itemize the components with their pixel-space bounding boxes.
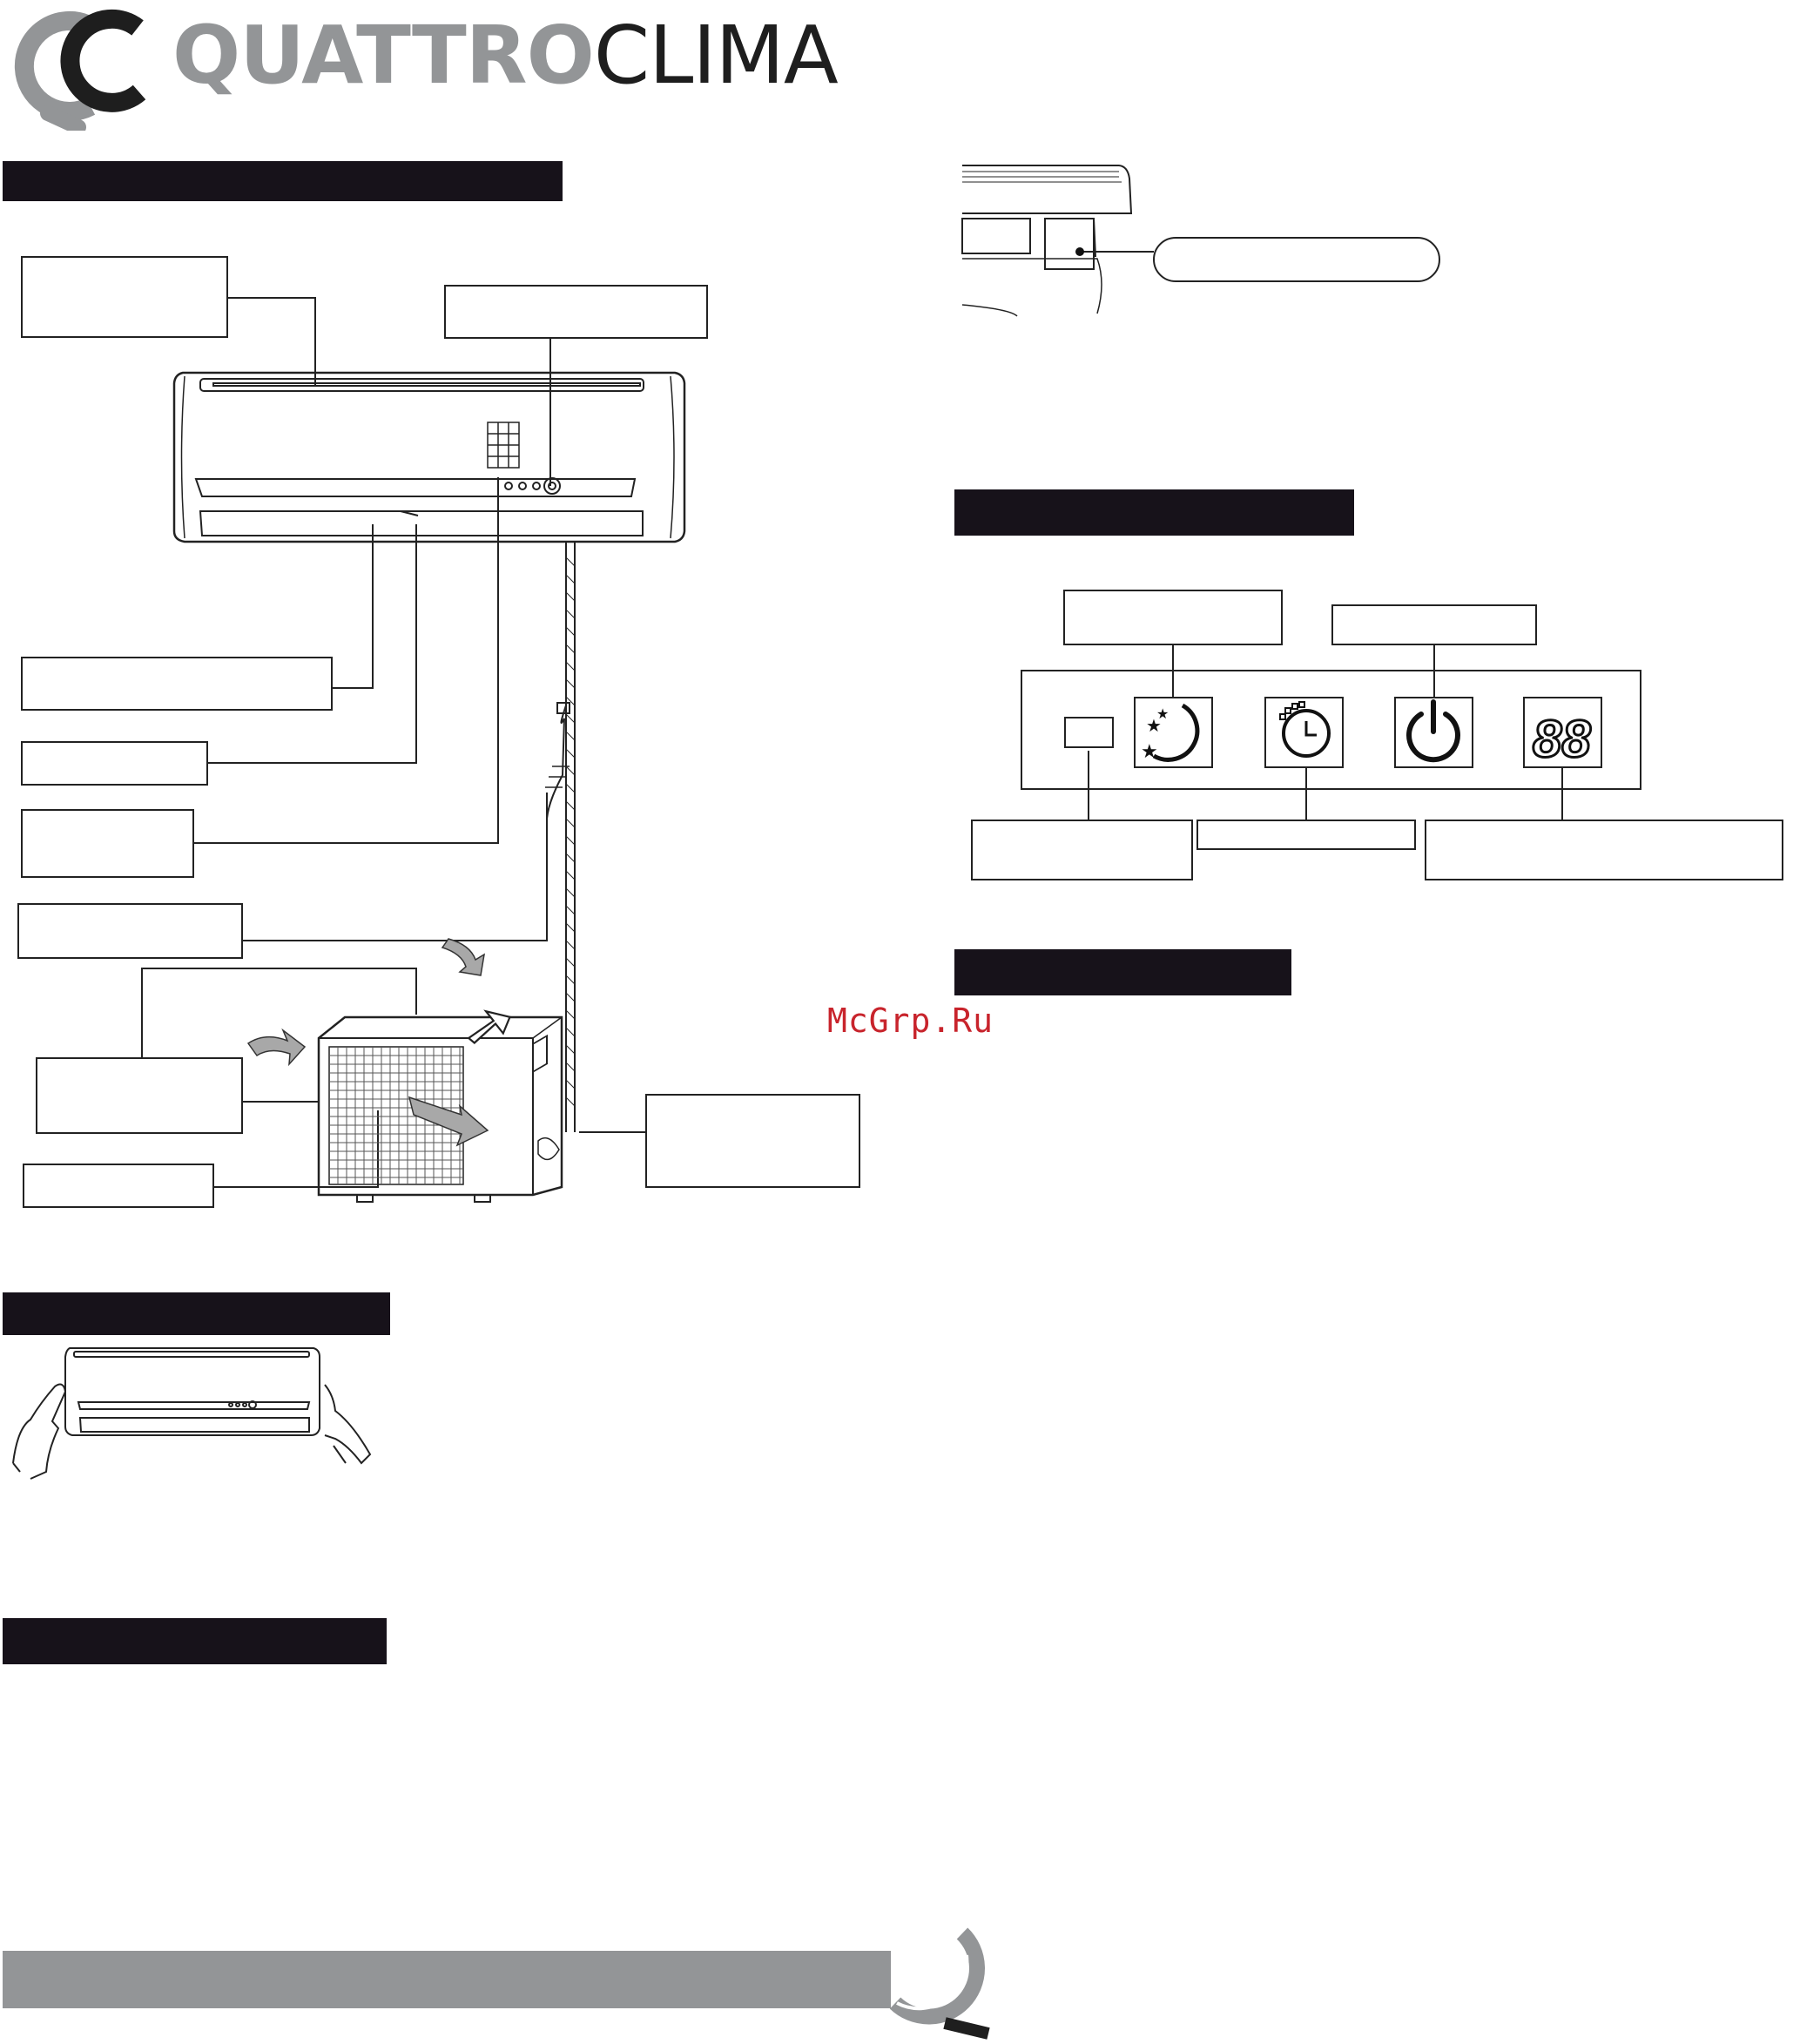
callout-box-air-inlet: [22, 257, 227, 337]
timer-icon: [1280, 702, 1329, 756]
led-display-value: 88: [1533, 710, 1591, 768]
brand-word-clima: CLIMA: [593, 9, 838, 102]
svg-text:★: ★: [1146, 717, 1162, 736]
callout-box-sleep: [1064, 590, 1282, 644]
airflow-in-arrow-top: [442, 939, 484, 975]
receiver-detail-diagram: [958, 161, 1446, 327]
svg-text:★: ★: [1141, 740, 1158, 762]
callout-box-display: [445, 286, 707, 338]
callout-box-air-outlet: [22, 742, 207, 785]
section-bar-operation: [954, 949, 1291, 995]
brand-word-quattro: QUATTRO: [172, 9, 594, 102]
callout-box-display: [1426, 820, 1783, 880]
footer-bar: [3, 1951, 891, 2008]
handling-diagram: [4, 1341, 388, 1489]
airflow-out-arrow: [409, 1097, 488, 1145]
callout-box-pipe: [18, 904, 242, 958]
svg-text:★: ★: [1156, 707, 1170, 722]
control-panel-diagram: [967, 584, 1820, 893]
callout-box-receiver: [972, 820, 1192, 880]
receiver-window: [1065, 718, 1113, 747]
callout-box-louver: [22, 658, 332, 710]
callout-box-outdoor-outlet: [24, 1164, 213, 1207]
callout-box-timer: [1197, 820, 1415, 849]
section-bar-control-panel: [954, 489, 1354, 536]
parts-diagram: [0, 244, 871, 1219]
airflow-in-arrow-side: [248, 1030, 305, 1064]
footer-logo-arc-icon: [871, 1920, 1010, 2044]
section-bar-parts: [3, 161, 563, 201]
callout-box-outdoor-inlet: [37, 1058, 242, 1133]
section-bar-handling: [3, 1292, 390, 1335]
callout-box-emergency: [22, 810, 193, 877]
callout-box-connection: [646, 1095, 859, 1187]
callout-box-power: [1332, 605, 1536, 644]
sleep-icon: [1141, 705, 1197, 762]
receiver-sensor-dot: [1075, 247, 1084, 256]
section-bar-notes: [3, 1618, 387, 1664]
watermark-text: McGrp.Ru: [827, 1002, 994, 1040]
brand-name: [172, 9, 838, 102]
brand-logo-icon: [0, 0, 157, 131]
power-icon: [1409, 702, 1458, 759]
